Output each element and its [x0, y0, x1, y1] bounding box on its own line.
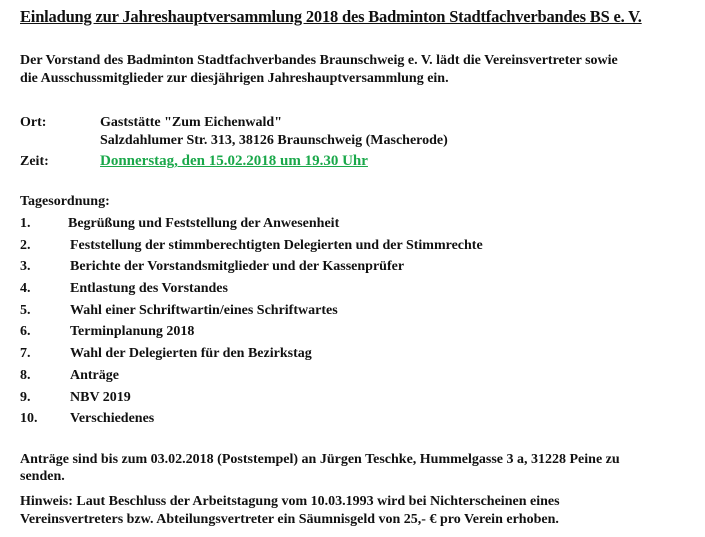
agenda-number: 2. — [20, 238, 31, 253]
agenda-heading: Tagesordnung: — [20, 194, 110, 209]
agenda-number: 8. — [20, 368, 31, 383]
intro-line-2: die Ausschussmitglieder zur diesjährigen Jahreshauptversammlung ein. — [20, 71, 449, 86]
agenda-number: 6. — [20, 324, 31, 339]
agenda-item: Wahl der Delegierten für den Bezirkstag — [70, 346, 312, 361]
antraege-line-1: Anträge sind bis zum 03.02.2018 (Poststempel) an Jürgen Teschke, Hummelgasse 3 a, 31228 Peine zu — [20, 452, 620, 467]
zeit-value-link[interactable]: Donnerstag, den 15.02.2018 um 19.30 Uhr — [100, 153, 368, 169]
agenda-item: Entlastung des Vorstandes — [70, 281, 228, 296]
agenda-item: Begrüßung und Feststellung der Anwesenheit — [68, 216, 340, 231]
agenda-item: NBV 2019 — [70, 390, 131, 405]
agenda-item: Verschiedenes — [70, 411, 155, 426]
antraege-line-2: senden. — [20, 469, 65, 484]
hinweis-line-1: Hinweis: Laut Beschluss der Arbeitstagung vom 10.03.1993 wird bei Nichterscheinen eines — [20, 494, 560, 509]
agenda-number: 1. — [20, 216, 31, 231]
agenda-number: 9. — [20, 390, 31, 405]
zeit-label: Zeit: — [20, 154, 49, 169]
intro-line-1: Der Vorstand des Badminton Stadtfachverbandes Braunschweig e. V. lädt die Vereinsvertreter sowie — [20, 53, 618, 68]
ort-venue: Gaststätte "Zum Eichenwald" — [100, 115, 282, 130]
agenda-item: Wahl einer Schriftwartin/eines Schriftwartes — [70, 303, 338, 318]
agenda-item: Feststellung der stimmberechtigten Delegierten und der Stimmrechte — [70, 238, 483, 253]
agenda-item: Anträge — [70, 368, 119, 383]
agenda-item: Terminplanung 2018 — [70, 324, 195, 339]
ort-label: Ort: — [20, 115, 47, 130]
ort-address: Salzdahlumer Str. 313, 38126 Braunschweig (Mascherode) — [100, 133, 448, 148]
agenda-item: Berichte der Vorstandsmitglieder und der Kassenprüfer — [70, 259, 405, 274]
agenda-number: 10. — [20, 411, 38, 426]
agenda-number: 4. — [20, 281, 31, 296]
hinweis-line-2: Vereinsvertreters bzw. Abteilungsvertreter ein Säumnisgeld von 25,- € pro Verein erhoben. — [20, 512, 559, 527]
agenda-number: 7. — [20, 346, 31, 361]
agenda-number: 5. — [20, 303, 31, 318]
agenda-number: 3. — [20, 259, 31, 274]
document-title: Einladung zur Jahreshauptversammlung 2018 des Badminton Stadtfachverbandes BS e. V. — [20, 7, 642, 26]
